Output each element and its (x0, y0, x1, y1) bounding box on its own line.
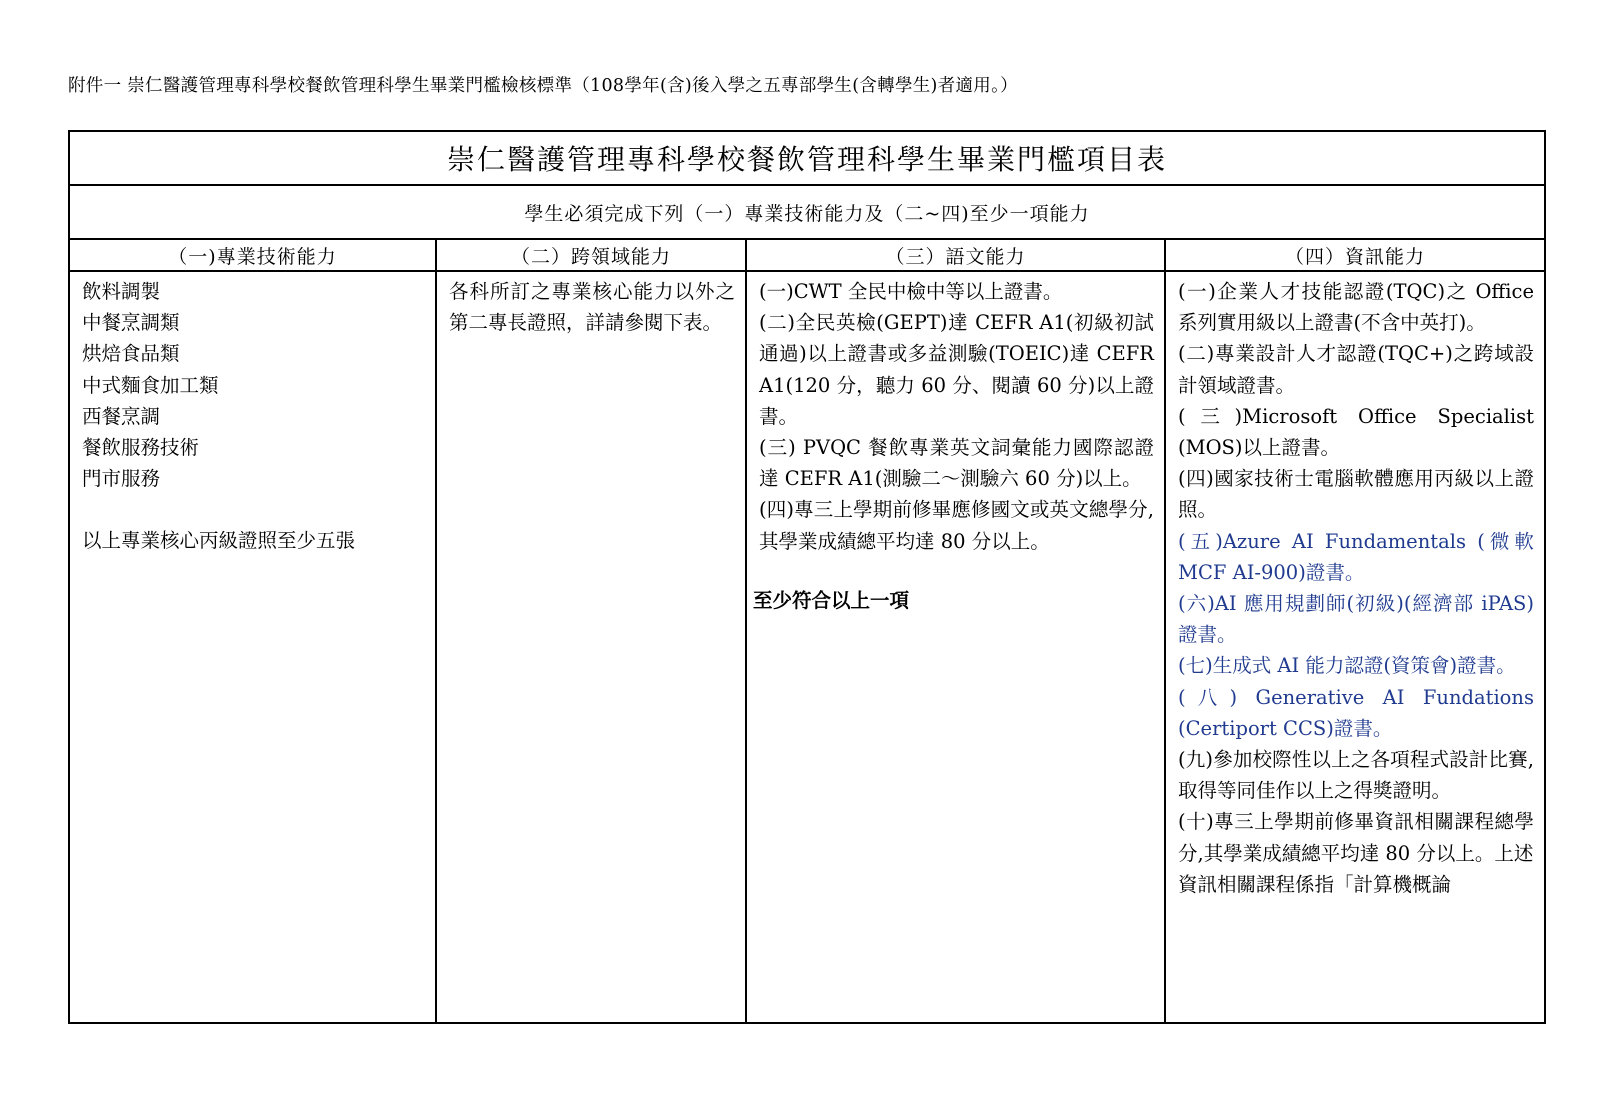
list-item: 門市服務 (82, 467, 161, 491)
cell-professional-skills (70, 272, 435, 1022)
list-item: 中式麵食加工類 (82, 373, 219, 397)
language-note: 至少符合以上一項 (753, 588, 910, 612)
cell-cross-domain (435, 272, 745, 1022)
list-item: (二)專業設計人才認證(TQC+)之跨域設計領域證書。 (1178, 342, 1534, 397)
list-item: 資訊相關課程係指「計算機概論 (1178, 872, 1452, 896)
column-header-information: （四）資訊能力 (1164, 240, 1544, 272)
list-item: (一)CWT 全民中檢中等以上證書。 (759, 280, 1063, 303)
list-item: (四)專三上學期前修畢應修國文或英文總學分,其學業成績總平均達 80 分以上。 (759, 498, 1154, 553)
list-item: (六)AI 應用規劃師(初級)(經濟部 iPAS)證書。 (1178, 592, 1534, 647)
list-item: (五)Azure AI Fundamentals (微軟 MCF AI-900)證書。 (1178, 529, 1534, 584)
column-header-professional-skills: （一)專業技術能力 (70, 240, 435, 272)
list-item: (十)專三上學期前修畢資訊相關課程總學分,其學業成績總平均達 80 分以上。上述 (1178, 810, 1534, 865)
column-header-language: （三）語文能力 (745, 240, 1164, 272)
list-item: (二)全民英檢(GEPT)達 CEFR A1(初級初試通過)以上證書或多益測驗(TOEIC)達 CEFR A1(120 分，聽力 60 分、閱讀 60 分)以上證書。 (759, 311, 1154, 428)
list-item: (七)生成式 AI 能力認證(資策會)證書。 (1178, 654, 1516, 678)
list-item: (三)Microsoft Office Specialist (MOS)以上證書。 (1178, 404, 1534, 460)
table-title: 崇仁醫護管理專科學校餐飲管理科學生畢業門檻項目表 (70, 132, 1544, 186)
list-item: (一)企業人才技能認證(TQC)之 Office 系列實用級以上證書(不含中英打)。 (1178, 280, 1534, 335)
attachment-header-note: 附件一 崇仁醫護管理專科學校餐飲管理科學生畢業門檻檢核標準（108學年(含)後入學之五專部學生(含轉學生)者適用。） (68, 76, 1018, 96)
cell-language (745, 272, 1164, 1022)
table-subtitle: 學生必須完成下列（一）專業技術能力及（二~四)至少一項能力 (70, 186, 1544, 240)
column-header-cross-domain: （二）跨領域能力 (435, 240, 745, 272)
list-item: 餐飲服務技術 (82, 436, 200, 460)
list-item: (九)參加校際性以上之各項程式設計比賽,取得等同佳作以上之得獎證明。 (1178, 748, 1534, 803)
cell-information (1164, 272, 1544, 1022)
table-grid (70, 240, 1544, 1022)
list-item: 飲料調製 (82, 280, 161, 303)
graduation-threshold-table (68, 130, 1546, 1024)
list-item: 烘焙食品類 (82, 342, 180, 366)
list-item: (四)國家技術士電腦軟體應用丙級以上證照。 (1178, 467, 1534, 522)
list-item: (三) PVQC 餐飲專業英文詞彙能力國際認證達 CEFR A1(測驗二～測驗六 60 分)以上。 (759, 436, 1154, 491)
list-item: (八) Generative AI Fundations (Certiport CCS)證書。 (1178, 685, 1534, 740)
list-item: 西餐烹調 (82, 404, 161, 428)
professional-skills-note: 以上專業核心丙級證照至少五張 (82, 529, 356, 553)
cross-domain-text: 各科所訂之專業核心能力以外之第二專長證照，詳請參閱下表。 (449, 280, 735, 335)
list-item: 中餐烹調類 (82, 311, 180, 335)
